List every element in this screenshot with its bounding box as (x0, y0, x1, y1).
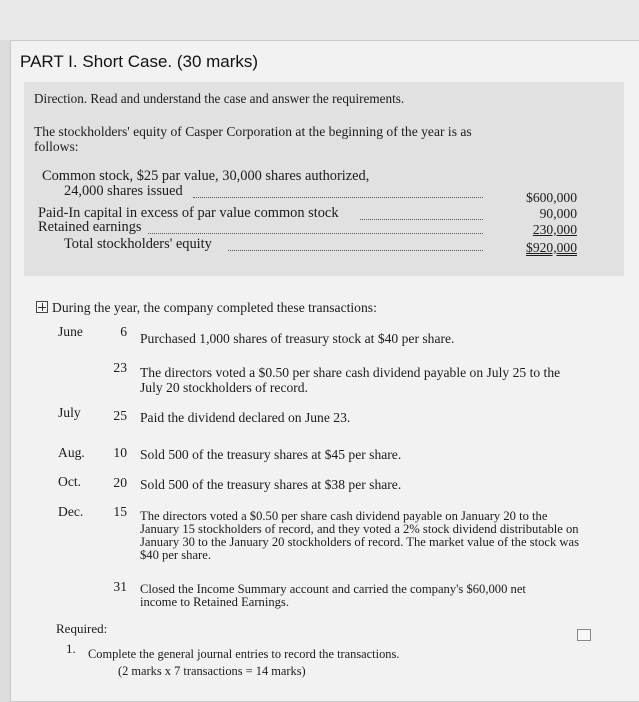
required-item-text: Complete the general journal entries to record the transactions. (88, 647, 400, 661)
transaction-aug-10: Sold 500 of the treasury shares at $45 per share. (140, 447, 402, 462)
paid-in-label: Paid-In capital in excess of par value common stock (38, 205, 339, 221)
transaction-june-23: The directors voted a $0.50 per share cash dividend payable on July 25 to the July 20 stockholders of record. (140, 365, 561, 395)
transaction-dec-31: Closed the Income Summary account and carried the company's $60,000 net income to Retained Earnings. (140, 582, 526, 609)
part-heading: PART I. Short Case. (30 marks) (20, 52, 259, 71)
retained-label: Retained earnings (38, 219, 142, 235)
day-june-23: 23 (113, 360, 127, 375)
transaction-july-25: Paid the dividend declared on June 23. (140, 410, 351, 425)
day-oct-20: 20 (113, 475, 127, 490)
leader-common (193, 197, 483, 198)
paid-in-value: 90,000 (539, 206, 577, 221)
total-value: $920,000 (526, 240, 577, 255)
day-dec-31: 31 (113, 579, 127, 594)
required-label: Required: (56, 621, 108, 636)
required-item-number: 1. (66, 641, 76, 656)
transactions-intro: During the year, the company completed these transactions: (52, 300, 377, 315)
leader-total (228, 250, 483, 251)
day-dec-15: 15 (113, 504, 127, 519)
expand-icon[interactable] (36, 301, 48, 313)
month-dec: Dec. (58, 504, 84, 519)
direction-text: Direction. Read and understand the case and answer the requirements. (34, 91, 405, 106)
month-oct: Oct. (58, 474, 82, 489)
day-june-6: 6 (120, 324, 127, 339)
retained-value: 230,000 (532, 222, 577, 237)
intro-line-1: The stockholders' equity of Casper Corporation at the beginning of the year is as (34, 124, 472, 139)
transaction-dec-15: The directors voted a $0.50 per share cash dividend payable on January 20 to the January 15 stockholders of record, and they voted a 2% stock dividend distributable on January 30 to the January 20 stockholders of record. The market value of the stock was $40 per share. (140, 509, 580, 562)
common-stock-line-1: Common stock, $25 par value, 30,000 shares authorized, (42, 168, 370, 184)
day-aug-10: 10 (113, 445, 127, 460)
leader-retained (148, 233, 483, 234)
common-stock-value: $600,000 (526, 190, 577, 205)
month-june: June (58, 324, 83, 339)
transaction-june-6: Purchased 1,000 shares of treasury stock at $40 per share. (140, 331, 455, 346)
copy-icon[interactable] (577, 629, 591, 641)
top-band (0, 0, 639, 40)
day-july-25: 25 (113, 408, 127, 423)
common-stock-line-2: 24,000 shares issued (64, 183, 183, 199)
leader-paid-in (360, 219, 483, 220)
required-marks: (2 marks x 7 transactions = 14 marks) (118, 664, 306, 678)
intro-line-2: follows: (34, 139, 79, 154)
transaction-oct-20: Sold 500 of the treasury shares at $38 per share. (140, 477, 402, 492)
month-aug: Aug. (58, 445, 85, 460)
month-july: July (58, 405, 81, 420)
total-label: Total stockholders' equity (64, 236, 212, 252)
